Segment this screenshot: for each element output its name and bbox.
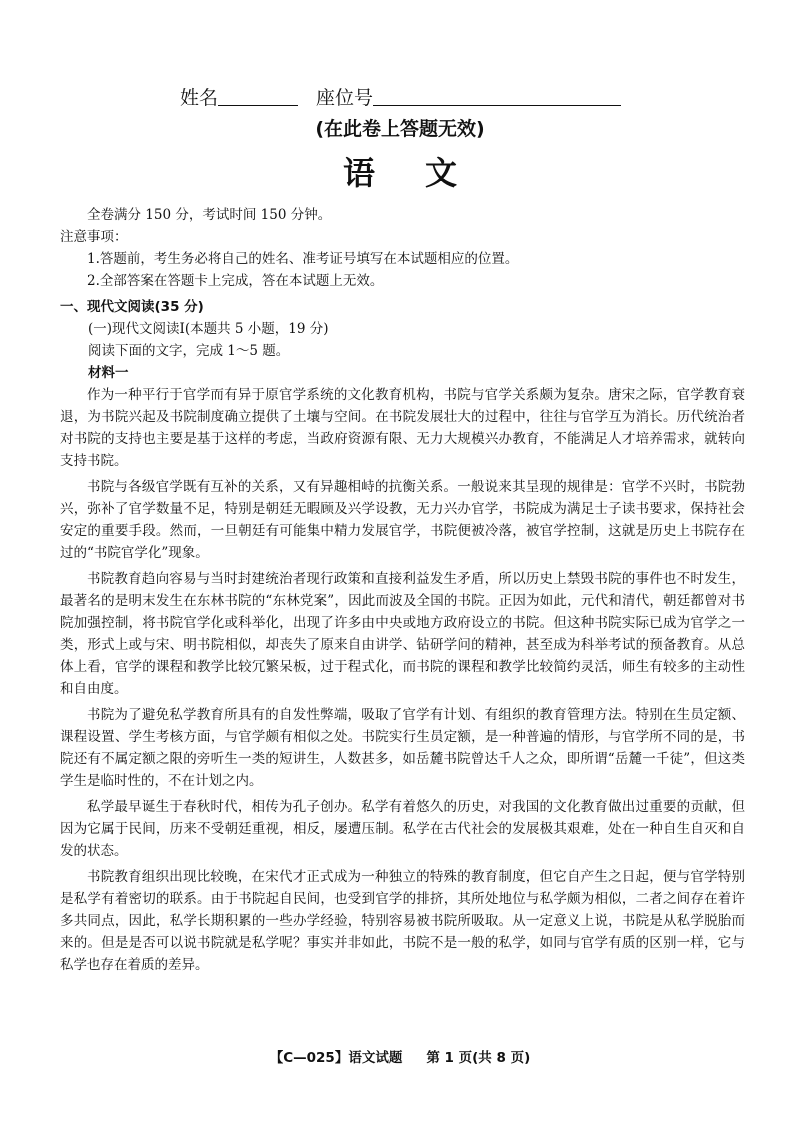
reading-instruction: 阅读下面的文字，完成 1～5 题。	[88, 343, 290, 359]
note-item: 2.全部答案在答题卡上完成，答在本试题上无效。	[87, 273, 384, 289]
passage-paragraph: 书院教育组织出现比较晚，在宋代才正式成为一种独立的特殊的教育制度，但它自产生之日起，便与官学特别是私学有着密切的联系。由于书院起自民间，也受到官学的排挤，其所处地位与私学颇为相似，二者之间存在着许多共同点，因此，私学长期积累的一些办学经验，特别容易被书院所吸取。从一定意义上说，书院是从私学脱胎而来的。但是是否可以说书院就是私学呢？事实并非如此，书院不是一般的私学，如同与官学有质的区别一样，它与私学也存在着质的差异。	[60, 869, 745, 973]
section-title: 一、现代文阅读(35 分)	[60, 299, 204, 315]
name-label: 姓名	[180, 87, 219, 109]
name-blank	[218, 87, 298, 106]
candidate-info-line	[180, 86, 621, 110]
passage-paragraph: 作为一种平行于官学而有异于原官学系统的文化教育机构，书院与官学关系颇为复杂。唐宋之际，官学教育衰退，为书院兴起及书院制度确立提供了土壤与空间。在书院发展壮大的过程中，往往与官学互为消长。历代统治者对书院的支持也主要是基于这样的考虑，当政府资源有限、无力大规模兴办教育，不能满足人才培养需求，就转向支持书院。	[60, 387, 745, 469]
note-item: 1.答题前，考生务必将自己的姓名、准考证号填写在本试题相应的位置。	[87, 251, 519, 267]
material-title: 材料一	[88, 365, 129, 381]
invalid-answer-notice: (在此卷上答题无效)	[315, 118, 485, 140]
subject-title: 语文	[342, 154, 507, 192]
passage-paragraph: 书院与各级官学既有互补的关系，又有异趣相峙的抗衡关系。一般说来其呈现的规律是：官学不兴时，书院勃兴，弥补了官学数量不足，特别是朝廷无暇顾及兴学设教，无力兴办官学，书院成为满足士子读书要求，保持社会安定的重要手段。然而，一旦朝廷有可能集中精力发展官学，书院便被冷落，被官学控制，这就是历史上书院存在过的“书院官学化”现象。	[60, 479, 745, 561]
page-footer	[0, 1048, 800, 1068]
seat-label: 座位号	[316, 87, 374, 109]
passage-paragraph: 私学最早诞生于春秋时代，相传为孔子创办。私学有着悠久的历史，对我国的文化教育做出过重要的贡献，但因为它属于民间，历来不受朝廷重视，相反，屡遭压制。私学在古代社会的发展极其艰难，处在一种自生自灭和自发的状态。	[60, 799, 745, 859]
subsection-title: (一)现代文阅读Ⅰ(本题共 5 小题，19 分)	[88, 321, 329, 337]
passage-paragraph: 书院教育趋向容易与当时封建统治者现行政策和直接利益发生矛盾，所以历史上禁毁书院的事件也不时发生，最著名的是明末发生在东林书院的“东林党案”，因此而波及全国的书院。正因为如此，元代和清代，朝廷都曾对书院加强控制，将书院官学化或科举化，出现了许多由中央或地方政府设立的书院。但这种书院实际已成为官学之一类，形式上或与宋、明书院相似，却丧失了原来自由讲学、钻研学问的精神，甚至成为科举考试的预备教育。从总体上看，官学的课程和教学比较冗繁呆板，过于程式化，而书院的课程和教学比较简约灵活，师生有较多的主动性和自由度。	[60, 571, 745, 697]
page-number: 第 1 页(共 8 页)	[426, 1050, 531, 1066]
score-time: 全卷满分 150 分，考试时间 150 分钟。	[87, 207, 332, 223]
exam-code: 【C—025】语文试题	[269, 1050, 403, 1066]
passage-paragraph: 书院为了避免私学教育所具有的自发性弊端，吸取了官学有计划、有组织的教育管理方法。特别在生员定额、课程设置、学生考核方面，与官学颇有相似之处。书院实行生员定额，是一种普遍的情形，与官学所不同的是，书院还有不属定额之限的旁听生一类的短讲生，人数甚多，如岳麓书院曾达千人之众，即所谓“岳麓一千徒”，但这类学生是临时性的，不在计划之内。	[60, 707, 745, 789]
seat-blank	[373, 87, 621, 106]
notes-title: 注意事项：	[60, 229, 128, 245]
exam-body	[60, 204, 745, 976]
